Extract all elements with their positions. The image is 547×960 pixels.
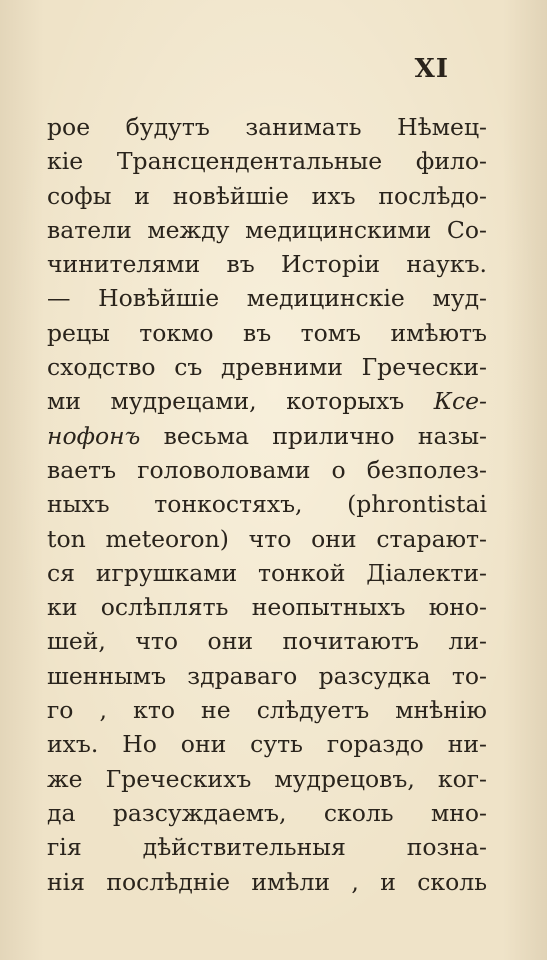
text-line: [47, 522, 487, 556]
body-text: [47, 110, 487, 899]
text-line: [47, 419, 487, 453]
page-number: XI: [414, 54, 449, 84]
text-run: шей, что они почитаютъ ли-: [47, 627, 487, 656]
text-line: [47, 624, 487, 658]
text-run: рецы токмо въ томъ имѣютъ: [47, 318, 487, 347]
text-line: [47, 727, 487, 761]
italic-text-run: Ксе-: [433, 387, 487, 416]
text-line: [47, 384, 487, 418]
text-run: да разсуждаемъ, сколь мно-: [47, 798, 487, 827]
text-run: ихъ. Но они суть гораздо ни-: [47, 730, 487, 759]
text-run: шеннымъ здраваго разсудка то-: [47, 661, 487, 690]
text-run: нія послѣдніе имѣли , и сколь: [47, 867, 487, 896]
text-run: софы и новѣйшіе ихъ послѣдо-: [47, 181, 487, 210]
text-run: ки ослѣплять неопытныхъ юно-: [47, 593, 487, 622]
text-line: [47, 110, 487, 144]
text-line: [47, 350, 487, 384]
text-run: же Греческихъ мудрецовъ, ког-: [47, 764, 487, 793]
text-line: [47, 281, 487, 315]
text-line: [47, 487, 487, 521]
text-line: [47, 659, 487, 693]
text-line: [47, 316, 487, 350]
text-line: [47, 179, 487, 213]
italic-text-run: нофонъ: [47, 421, 141, 450]
text-line: [47, 247, 487, 281]
text-run: весьма прилично назы-: [140, 421, 487, 450]
text-run: ныхъ тонкостяхъ, (phrontistai: [47, 490, 487, 519]
text-run: сходство съ древними Гречески-: [47, 353, 487, 382]
text-run: ся игрушками тонкой Діалекти-: [47, 558, 487, 587]
text-run: — Новѣйшіе медицинскіе муд-: [47, 284, 487, 313]
text-line: [47, 590, 487, 624]
text-line: [47, 830, 487, 864]
text-line: [47, 693, 487, 727]
text-run: гія дѣйствительныя позна-: [47, 833, 487, 862]
text-run: рое будутъ занимать Нѣмец-: [47, 113, 487, 141]
text-line: [47, 865, 487, 899]
text-run: ton meteoron) что они старают-: [47, 524, 487, 553]
text-line: [47, 213, 487, 247]
text-run: кіе Трансцендентальные фило-: [47, 147, 487, 176]
text-line: [47, 453, 487, 487]
text-run: ми мудрецами, которыхъ: [47, 387, 434, 416]
text-line: [47, 762, 487, 796]
text-line: [47, 796, 487, 830]
text-line: [47, 144, 487, 178]
text-run: го , кто не слѣдуетъ мнѣнію: [47, 696, 487, 725]
text-run: чинителями въ Исторіи наукъ.: [47, 250, 487, 279]
text-run: ваетъ головоловами о безполез-: [47, 455, 487, 484]
text-run: ватели между медицинскими Со-: [47, 215, 487, 244]
text-line: [47, 556, 487, 590]
